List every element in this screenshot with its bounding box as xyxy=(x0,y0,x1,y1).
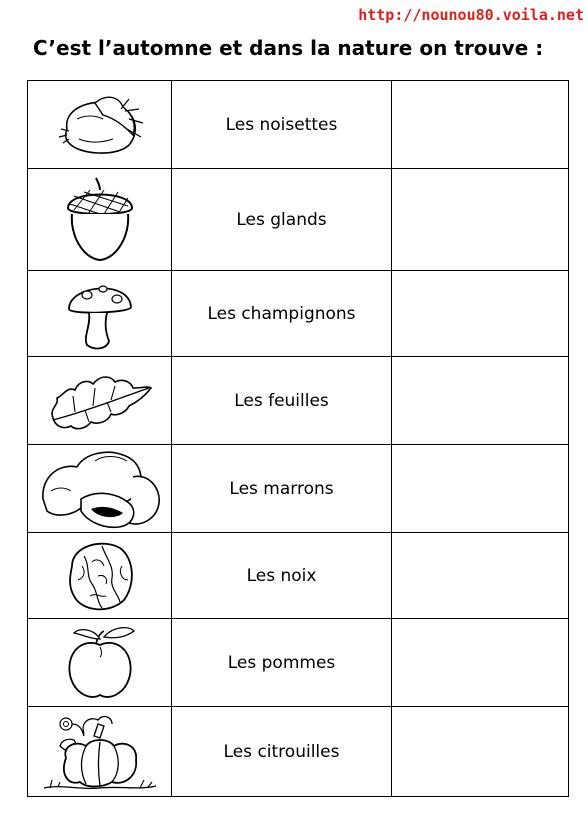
pumpkin-icon xyxy=(40,710,160,794)
table-row xyxy=(28,533,569,619)
table-row xyxy=(28,81,569,169)
nature-table xyxy=(27,80,569,797)
answer-cell[interactable] xyxy=(392,533,569,619)
item-label: Les citrouilles xyxy=(172,707,392,797)
answer-cell[interactable] xyxy=(392,619,569,707)
acorn-icon xyxy=(60,174,140,266)
page-title: C’est l’automne et dans la nature on trouve : xyxy=(33,36,544,60)
item-label: Les noix xyxy=(172,533,392,619)
image-cell xyxy=(28,707,172,797)
image-cell xyxy=(28,169,172,271)
image-cell xyxy=(28,619,172,707)
item-label: Les pommes xyxy=(172,619,392,707)
answer-cell[interactable] xyxy=(392,81,569,169)
hazelnut-icon xyxy=(55,89,145,161)
item-label: Les marrons xyxy=(172,445,392,533)
image-cell xyxy=(28,533,172,619)
chestnuts-icon xyxy=(37,447,163,531)
walnut-icon xyxy=(62,536,138,616)
table-row xyxy=(28,445,569,533)
image-cell xyxy=(28,271,172,357)
source-url: http://nounou80.voila.net xyxy=(358,6,584,24)
table-row xyxy=(28,169,569,271)
answer-cell[interactable] xyxy=(392,357,569,445)
table-row xyxy=(28,619,569,707)
image-cell xyxy=(28,445,172,533)
table-row xyxy=(28,707,569,797)
image-cell xyxy=(28,357,172,445)
answer-cell[interactable] xyxy=(392,169,569,271)
table-row xyxy=(28,271,569,357)
leaf-icon xyxy=(45,366,155,436)
item-label: Les glands xyxy=(172,169,392,271)
answer-cell[interactable] xyxy=(392,707,569,797)
apple-icon xyxy=(60,623,140,703)
answer-cell[interactable] xyxy=(392,271,569,357)
item-label: Les feuilles xyxy=(172,357,392,445)
item-label: Les noisettes xyxy=(172,81,392,169)
table-row xyxy=(28,357,569,445)
item-label: Les champignons xyxy=(172,271,392,357)
mushroom-icon xyxy=(65,275,135,353)
image-cell xyxy=(28,81,172,169)
answer-cell[interactable] xyxy=(392,445,569,533)
